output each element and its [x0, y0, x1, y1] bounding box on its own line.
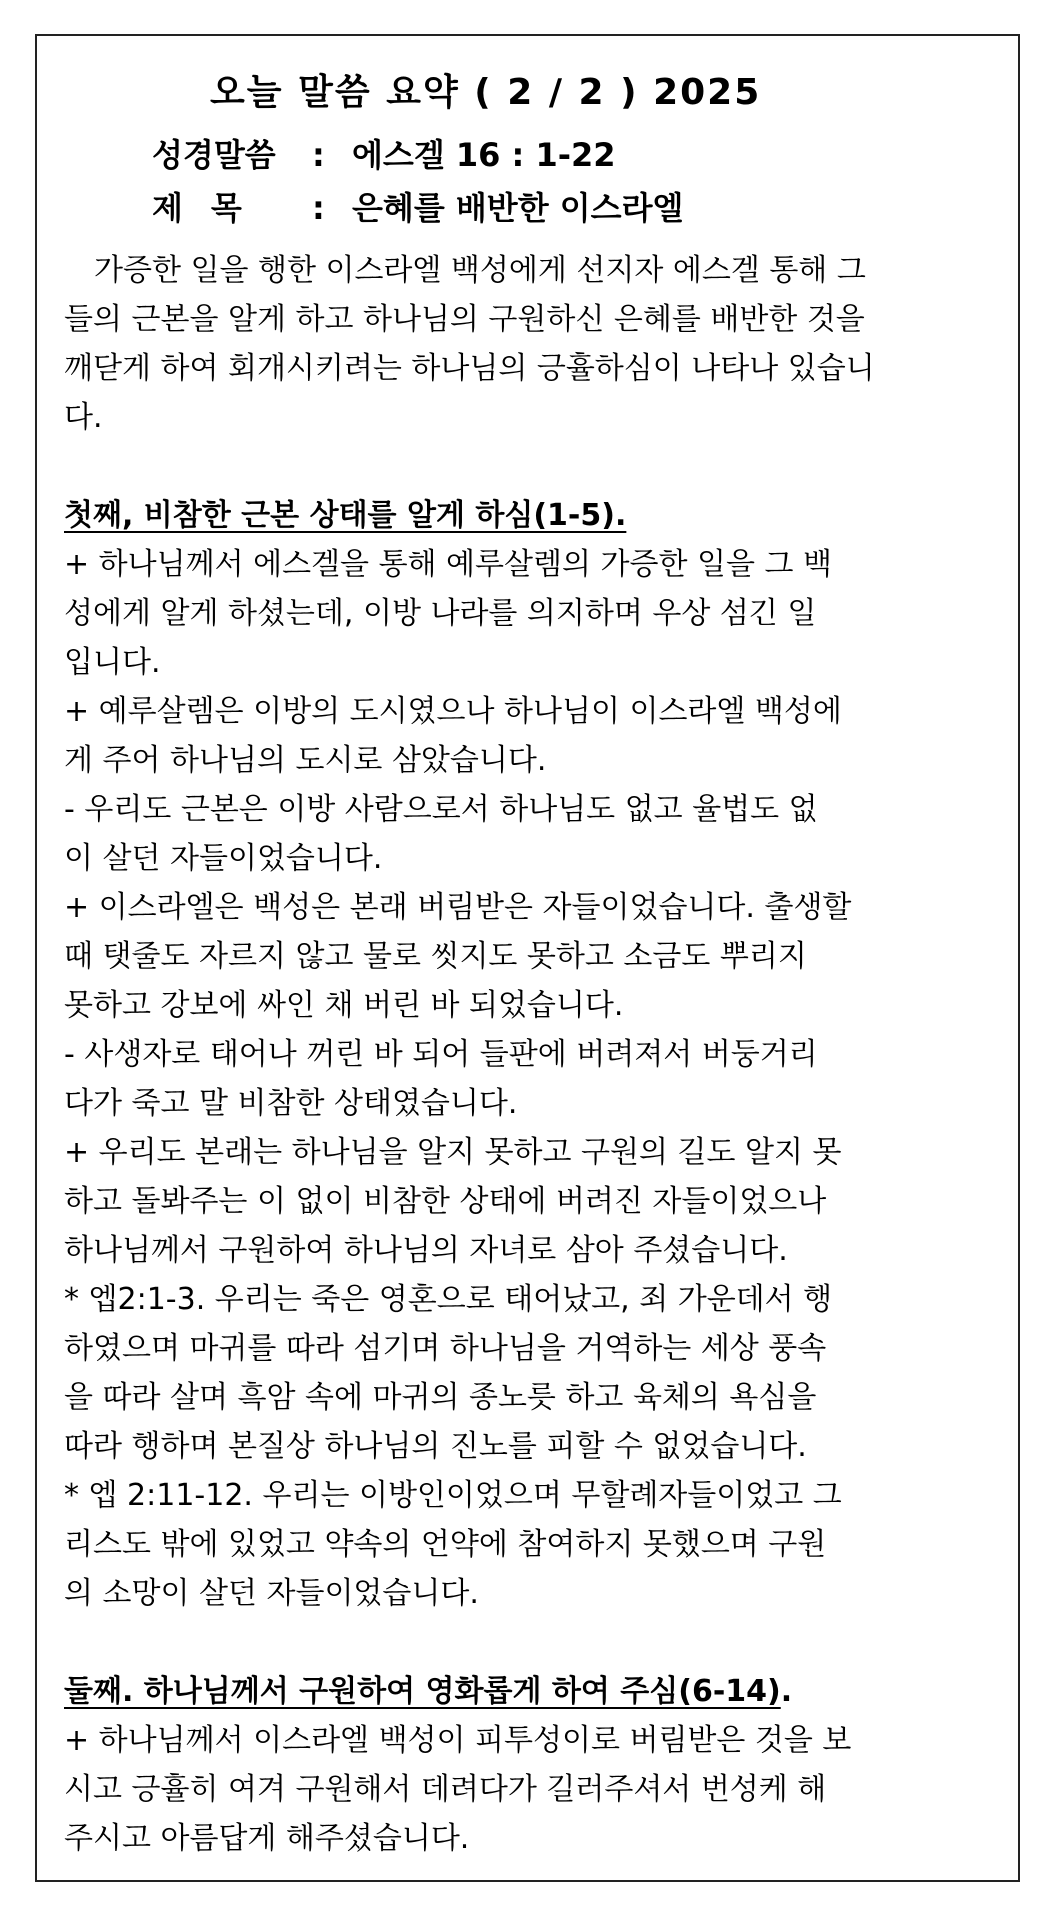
spacer	[64, 1618, 994, 1667]
section-1-line: * 엡2:1-3. 우리는 죽은 영혼으로 태어났고, 죄 가운데서 행	[64, 1282, 833, 1317]
section-1-line: * 엡 2:11-12. 우리는 이방인이었으며 무할례자들이었고 그	[64, 1478, 842, 1513]
section-1-line: 다가 죽고 말 비참한 상태였습니다.	[64, 1086, 518, 1121]
subject-row	[152, 183, 683, 229]
page-title: 오늘 말씀 요약 ( 2 / 2 ) 2025	[210, 72, 762, 113]
section-2-line: 시고 긍휼히 여겨 구원해서 데려다가 길러주셔서 번성케 해	[64, 1772, 827, 1807]
section-1-line: 게 주어 하나님의 도시로 삼았습니다.	[64, 743, 547, 778]
subject-colon: :	[312, 189, 325, 227]
section-1-line: 을 따라 살며 흑암 속에 마귀의 종노릇 하고 육체의 욕심을	[64, 1380, 817, 1415]
section-1-line: + 이스라엘은 백성은 본래 버림받은 자들이었습니다. 출생할	[64, 890, 852, 925]
section-1-heading-row	[64, 491, 994, 540]
section-1-line: + 우리도 본래는 하나님을 알지 못하고 구원의 길도 알지 못	[64, 1135, 842, 1170]
scripture-label: 성경말씀	[152, 136, 276, 174]
section-1-line: + 예루살렘은 이방의 도시였으나 하나님이 이스라엘 백성에	[64, 694, 842, 729]
section-1-line: 리스도 밖에 있었고 약속의 언약에 참여하지 못했으며 구원	[64, 1527, 827, 1562]
intro-line: 들의 근본을 알게 하고 하나님의 구원하신 은혜를 배반한 것을	[64, 302, 865, 337]
section-2-heading: 둘째. 하나님께서 구원하여 영화롭게 하여 주심(6-14)	[64, 1674, 781, 1709]
section-1-line: 때 탯줄도 자르지 않고 물로 씻지도 못하고 소금도 뿌리지	[64, 939, 807, 974]
subject-value: 은혜를 배반한 이스라엘	[352, 189, 684, 227]
intro-line: 깨닫게 하여 회개시키려는 하나님의 긍휼하심이 나타나 있습니	[64, 351, 875, 386]
section-1-line: 하였으며 마귀를 따라 섬기며 하나님을 거역하는 세상 풍속	[64, 1331, 827, 1366]
intro-line: 다.	[64, 400, 103, 435]
section-1-line: - 우리도 근본은 이방 사람으로서 하나님도 없고 율법도 없	[64, 792, 818, 827]
section-1-line: 하고 돌봐주는 이 없이 비참한 상태에 버려진 자들이었으나	[64, 1184, 827, 1219]
section-2-line: 주시고 아름답게 해주셨습니다.	[64, 1821, 470, 1856]
section-1-heading: 첫째, 비참한 근본 상태를 알게 하심(1-5).	[64, 498, 627, 533]
section-2-heading-row	[64, 1667, 994, 1716]
scripture-row	[152, 130, 616, 176]
intro-line: 가증한 일을 행한 이스라엘 백성에게 선지자 에스겔 통해 그	[94, 253, 866, 288]
section-1-line: 입니다.	[64, 645, 161, 680]
section-1-line: - 사생자로 태어나 꺼린 바 되어 들판에 버려져서 버둥거리	[64, 1037, 818, 1072]
subject-label: 제목	[152, 189, 270, 227]
section-1-line: + 하나님께서 에스겔을 통해 예루살렘의 가증한 일을 그 백	[64, 547, 832, 582]
section-1-line: 이 살던 자들이었습니다.	[64, 841, 383, 876]
section-1-line: 하나님께서 구원하여 하나님의 자녀로 삼아 주셨습니다.	[64, 1233, 788, 1268]
section-2-line: + 하나님께서 이스라엘 백성이 피투성이로 버림받은 것을 보	[64, 1723, 852, 1758]
sermon-body	[64, 246, 994, 1863]
spacer	[64, 442, 994, 491]
section-1-line: 성에게 알게 하셨는데, 이방 나라를 의지하며 우상 섬긴 일	[64, 596, 817, 631]
scripture-colon: :	[312, 136, 325, 174]
section-1-line: 따라 행하며 본질상 하나님의 진노를 피할 수 없었습니다.	[64, 1429, 807, 1464]
section-1-line: 의 소망이 살던 자들이었습니다.	[64, 1576, 479, 1611]
section-1-line: 못하고 강보에 싸인 채 버린 바 되었습니다.	[64, 988, 624, 1023]
section-2-heading-period: .	[780, 1674, 793, 1709]
scripture-value: 에스겔 16 : 1-22	[352, 136, 616, 174]
